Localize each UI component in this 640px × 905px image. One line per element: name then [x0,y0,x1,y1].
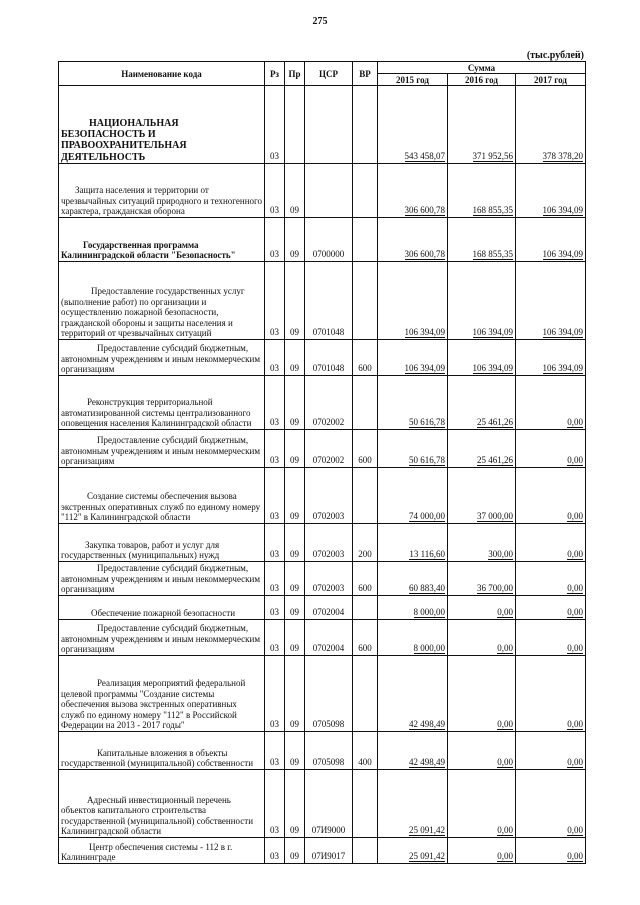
row-2016: 168 855,35 [448,218,516,262]
row-2017: 106 394,09 [516,340,586,376]
row-name: Государственная программа Калининградской области "Безопасность" [59,218,265,262]
row-2016: 37 000,00 [448,468,516,524]
row-csr: 07И9017 [305,838,353,864]
table-row [59,376,586,430]
row-2015: 543 458,07 [378,86,448,164]
row-vr: 200 [353,524,378,562]
table-row [59,596,586,620]
row-2017: 378 378,20 [516,86,586,164]
row-pr: 09 [285,656,305,732]
row-2016: 0,00 [448,838,516,864]
row-2017: 0,00 [516,376,586,430]
row-2017: 0,00 [516,656,586,732]
table-row [59,838,586,864]
row-2017: 0,00 [516,430,586,468]
row-rz: 03 [265,164,285,218]
row-rz: 03 [265,376,285,430]
row-2015: 74 000,00 [378,468,448,524]
row-pr: 09 [285,340,305,376]
row-pr: 09 [285,596,305,620]
table-row [59,340,586,376]
row-2017: 0,00 [516,620,586,656]
row-vr [353,838,378,864]
row-2015: 60 883,40 [378,562,448,596]
row-vr [353,468,378,524]
row-2017: 0,00 [516,596,586,620]
row-pr: 09 [285,218,305,262]
row-2017: 0,00 [516,524,586,562]
row-2016: 0,00 [448,732,516,770]
row-rz: 03 [265,770,285,838]
row-pr [285,86,305,164]
row-pr: 09 [285,732,305,770]
row-vr [353,376,378,430]
row-name: Реконструкция территориальной автоматизированной системы централизованного оповещения населения Калининградской области [59,376,265,430]
row-vr [353,770,378,838]
row-vr [353,262,378,340]
row-name: Адресный инвестиционный перечень объектов капитального строительства государственной (муниципальной) собственности Калининградской области [59,770,265,838]
row-name: Защита населения и территории от чрезвычайных ситуаций природного и техногенного характера, гражданская оборона [59,164,265,218]
row-2015: 306 600,78 [378,218,448,262]
row-vr [353,86,378,164]
row-csr: 0700000 [305,218,353,262]
row-2015: 25 091,42 [378,838,448,864]
row-2016: 0,00 [448,770,516,838]
row-name: Создание системы обеспечения вызова экстренных оперативных служб по единому номеру "112" в Калининградской области [59,468,265,524]
row-rz: 03 [265,656,285,732]
row-rz: 03 [265,430,285,468]
row-pr: 09 [285,262,305,340]
row-rz: 03 [265,524,285,562]
row-name: Реализация мероприятий федеральной целевой программы "Создание системы обеспечения вызова экстренных оперативных служб по единому номеру "112" в Российской Федерации на 2013 - 2017 годы" [59,656,265,732]
table-row [59,430,586,468]
row-pr: 09 [285,770,305,838]
row-2015: 42 498,49 [378,732,448,770]
row-2015: 13 116,60 [378,524,448,562]
row-2016: 168 855,35 [448,164,516,218]
row-rz: 03 [265,468,285,524]
table-row [59,164,586,218]
row-2016: 0,00 [448,656,516,732]
row-vr: 600 [353,562,378,596]
row-2017: 0,00 [516,562,586,596]
row-2017: 106 394,09 [516,262,586,340]
table-row [59,770,586,838]
row-csr: 0702003 [305,468,353,524]
row-rz: 03 [265,620,285,656]
row-csr: 0702003 [305,524,353,562]
row-vr [353,164,378,218]
row-name: Предоставление субсидий бюджетным, автономным учреждениям и иным некоммерческим организациям [59,620,265,656]
row-2017: 0,00 [516,468,586,524]
row-2016: 25 461,26 [448,430,516,468]
row-rz: 03 [265,262,285,340]
row-pr: 09 [285,164,305,218]
row-rz: 03 [265,596,285,620]
header-row [59,62,586,74]
row-rz: 03 [265,340,285,376]
row-pr: 09 [285,838,305,864]
row-2016: 0,00 [448,596,516,620]
row-csr: 0702002 [305,376,353,430]
header-2017: 2017 год [516,74,586,86]
row-2017: 0,00 [516,732,586,770]
row-csr: 07И9000 [305,770,353,838]
header-pr: Пр [285,62,305,86]
row-csr [305,164,353,218]
row-2015: 8 000,00 [378,620,448,656]
row-csr: 0702004 [305,596,353,620]
row-2017: 106 394,09 [516,218,586,262]
row-vr: 600 [353,340,378,376]
row-name: Предоставление субсидий бюджетным, автономным учреждениям и иным некоммерческим организациям [59,430,265,468]
row-rz: 03 [265,838,285,864]
table-row [59,732,586,770]
table-row [59,562,586,596]
table-row [59,262,586,340]
row-name: Предоставление субсидий бюджетным, автономным учреждениям и иным некоммерческим организациям [59,562,265,596]
row-2015: 106 394,09 [378,262,448,340]
row-pr: 09 [285,430,305,468]
row-vr: 400 [353,732,378,770]
row-name: НАЦИОНАЛЬНАЯ БЕЗОПАСНОСТЬ И ПРАВООХРАНИТЕЛЬНАЯ ДЕЯТЕЛЬНОСТЬ [59,86,265,164]
header-sum: Сумма [378,62,586,74]
row-2015: 50 616,78 [378,430,448,468]
row-name: Предоставление субсидий бюджетным, автономным учреждениям и иным некоммерческим организациям [59,340,265,376]
table-row [59,86,586,164]
row-rz: 03 [265,218,285,262]
units-label: (тыс.рублей) [526,50,584,61]
row-csr [305,86,353,164]
row-name: Закупка товаров, работ и услуг для государственных (муниципальных) нужд [59,524,265,562]
row-name: Обеспечение пожарной безопасности [59,596,265,620]
row-pr: 09 [285,562,305,596]
page-number: 275 [312,16,328,27]
row-2016: 36 700,00 [448,562,516,596]
table-row [59,656,586,732]
row-name: Предоставление государственных услуг (выполнение работ) по организации и осуществлению пожарной безопасности, гражданской обороны и защиты населения и территорий от чрезвычайных ситуаций [59,262,265,340]
row-csr: 0705098 [305,732,353,770]
table-row [59,468,586,524]
row-vr: 600 [353,620,378,656]
row-rz: 03 [265,732,285,770]
row-csr: 0701048 [305,262,353,340]
row-rz: 03 [265,86,285,164]
row-pr: 09 [285,468,305,524]
row-csr: 0702004 [305,620,353,656]
table-row [59,218,586,262]
row-pr: 09 [285,376,305,430]
row-rz: 03 [265,562,285,596]
header-name: Наименование кода [59,62,265,86]
header-2016: 2016 год [448,74,516,86]
row-2016: 371 952,56 [448,86,516,164]
row-name: Капитальные вложения в объекты государственной (муниципальной) собственности [59,732,265,770]
row-pr: 09 [285,620,305,656]
row-2015: 25 091,42 [378,770,448,838]
row-vr [353,656,378,732]
row-2016: 25 461,26 [448,376,516,430]
row-2017: 106 394,09 [516,164,586,218]
row-2017: 0,00 [516,838,586,864]
row-vr [353,218,378,262]
table-row [59,524,586,562]
row-csr: 0701048 [305,340,353,376]
row-vr [353,596,378,620]
row-2015: 106 394,09 [378,340,448,376]
row-2016: 106 394,09 [448,262,516,340]
header-2015: 2015 год [378,74,448,86]
row-csr: 0705098 [305,656,353,732]
header-csr: ЦСР [305,62,353,86]
budget-table [58,61,586,864]
table-row [59,620,586,656]
row-2015: 42 498,49 [378,656,448,732]
row-2015: 8 000,00 [378,596,448,620]
row-2015: 50 616,78 [378,376,448,430]
header-vr: ВР [353,62,378,86]
row-pr: 09 [285,524,305,562]
row-name: Центр обеспечения системы - 112 в г. Калининграде [59,838,265,864]
row-2017: 0,00 [516,770,586,838]
row-csr: 0702002 [305,430,353,468]
row-vr: 600 [353,430,378,468]
header-rz: Рз [265,62,285,86]
row-2016: 300,00 [448,524,516,562]
row-2016: 106 394,09 [448,340,516,376]
row-csr: 0702003 [305,562,353,596]
row-2015: 306 600,78 [378,164,448,218]
row-2016: 0,00 [448,620,516,656]
